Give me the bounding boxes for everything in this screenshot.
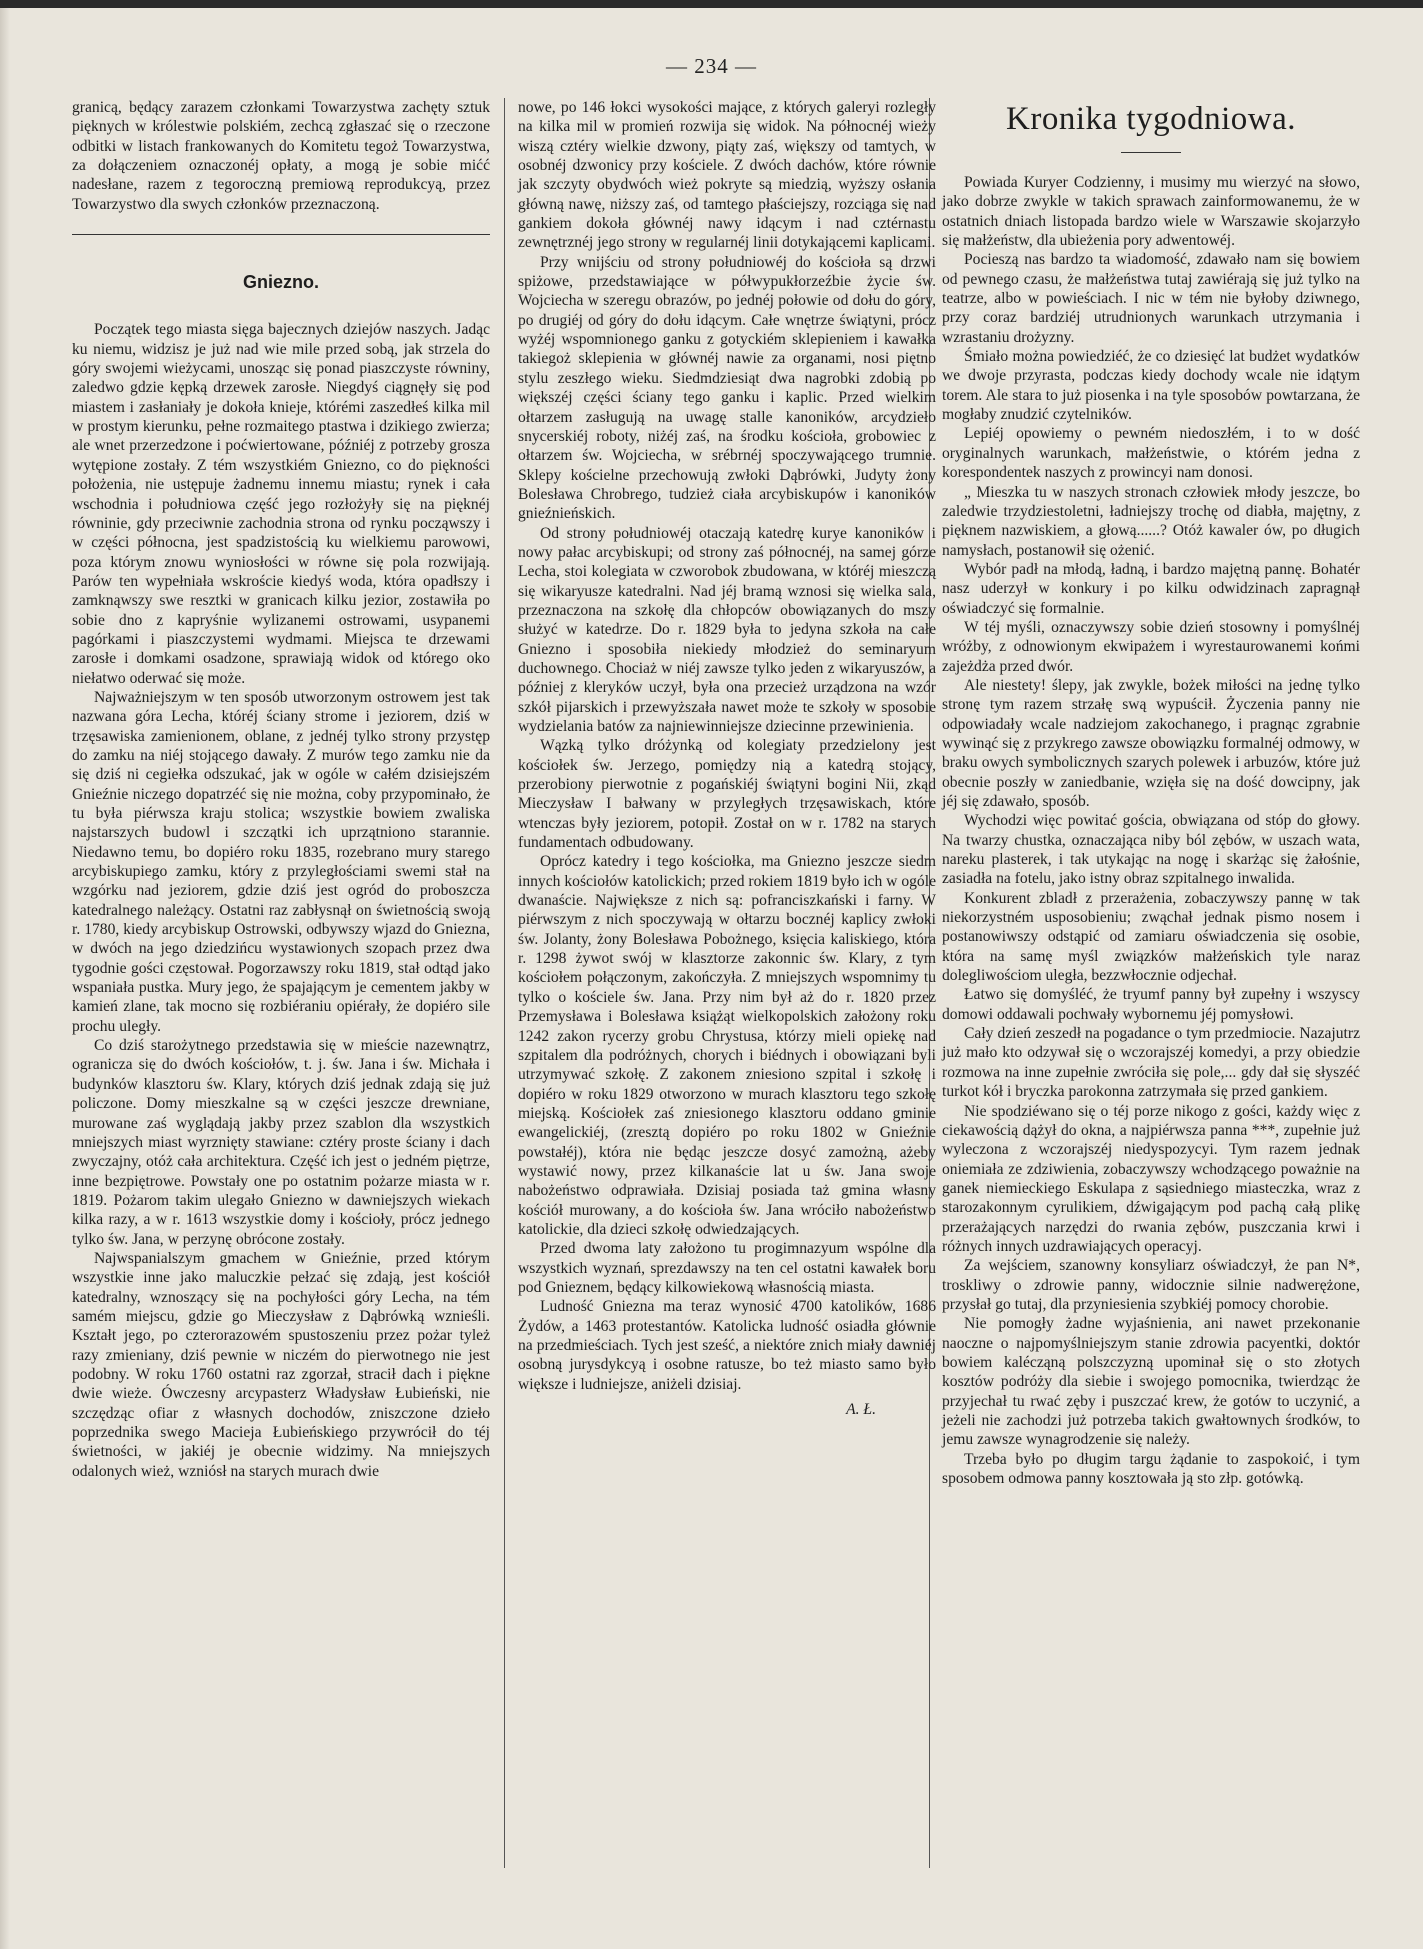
column-divider	[504, 98, 505, 1868]
paragraph: Cały dzień zeszedł na pogadance o tym przedmiocie. Nazajutrz już mało kto odzywał się o wczorajszéj komedyi, a przy obiedzie rozmowa na inne zupełnie zwróciła się pole,... gdy dał się słyszéć turkot kół i bryczka parokonna zatrzymała się przed gankiem.	[942, 1025, 1360, 1101]
paragraph: Przed dwoma laty założono tu progimnazyum wspólne dla wszystkich wyznań, sprezdawszy na ten cel ostatni kawałek boru pod Gnieznem, będący kilkowiekową własnością miasta.	[518, 1240, 936, 1296]
continued-paragraph: nowe, po 146 łokci wysokości mające, z których galeryi rozległy na kilka mil w promień rozwija się widok. Na północnéj wieży wiszą cztéry wielkie dzwony, piąty zaś, większy od tamtych, w osobnéj dzwonicy przy kościele. Z dwóch dachów, które równie jak szczyty obydwóch wież pokryte są miedzią, wyższy osłania główną nawę, niższy zaś, od tamtego płaściejszy, rozciąga się nad gankiem dokoła głównéj nawy idącym i nad cztérnastu zewnętrznéj jego strony w regularnéj linii dotykającemi kaplicami.	[518, 99, 936, 252]
article-heading: Gniezno.	[243, 272, 319, 293]
paragraph: „ Mieszka tu w naszych stronach człowiek młody jeszcze, bo zaledwie trzydziestoletni, ładniejszy trochę od diabła, majętny, z pięknem nazwiskiem, a głową......? Otóż kawaler ów, po długich namysłach, postanowił się ożenić.	[942, 483, 1360, 559]
page-edge	[0, 8, 10, 1949]
paragraph: Za wejściem, szanowny konsyliarz oświadczył, że pan N*, troskliwy o zdrowie panny, widocznie silnie nadwerężone, przysłał go tutaj, dla przyniesienia szybkiéj pomocy chorobie.	[942, 1257, 1360, 1313]
paragraph: Wązką tylko dróżynką od kolegiaty przedzielony jest kościołek św. Jerzego, pomiędzy nią a katedrą stojący, przerobiony pierwotnie z pogańskiéj świątyni bogini Nii, zkąd Mieczysław I bałwany w przyległych trzęsawiskach, które wtenczas były jeziorem, potopił. Został on w r. 1782 na starych fundamentach odbudowany.	[518, 737, 936, 852]
title-rule	[1121, 152, 1181, 153]
paragraph: W téj myśli, oznaczywszy sobie dzień stosowny i pomyślnéj wróżby, z odnowionym ekwipażem i wyrestaurowanemi końmi zajeżdża przed dwór.	[942, 618, 1360, 675]
paragraph: Konkurent zbladł z przerażenia, zobaczywszy pannę w tak niekorzystném usposobieniu; zwąchał jednak pismo nosem i postanowiwszy odstąpić od zamiaru oświadczenia się osobie, która na samę myśl związków małżeńskich tyle naraz dolegliwościom uległa, bezzwłocznie odjechał.	[942, 889, 1360, 985]
paragraph: Co dziś starożytnego przedstawia się w mieście nazewnątrz, ogranicza się do dwóch kościołów, t. j. św. Jana i św. Michała i budynków klasztoru św. Klary, których dziś jednak zdają się już policzone. Domy mieszkalne są w części jeszcze drewniane, murowane zaś wyglądają jakby przez szablon dla wszystkich mniejszych miast wyrznięty stawiane: cztéry proste ściany i dach zwyczajny, otóż cała architektura. Część ich jest o jedném piętrze, inne bezpiętrowe. Powstały one po ostatnim pożarze miasta w r. 1819. Pożarom takim ulegało Gniezno w dawniejszych wiekach kilka razy, a w r. 1613 wszystkie domy i kościoły, prócz jednego tylko św. Jana, w perzynę obrócone zostały.	[72, 1037, 490, 1248]
paragraph: Wybór padł na młodą, ładną, i bardzo majętną pannę. Bohatér nasz uderzył w konkury i po kilku odwidzinach zapragnął oświadczyć się formalnie.	[942, 560, 1360, 617]
paragraph: Łatwo się domyśléć, że tryumf panny był zupełny i wszyscy domowi oddawali pochwały wybornemu jéj pomysłowi.	[942, 986, 1360, 1023]
paragraph: Początek tego miasta sięga bajecznych dziejów naszych. Jadąc ku niemu, widzisz je już nad wie mile przed sobą, jak strzela do góry swojemi wieżycami, unosząc się ponad piaszczyste równiny, zaledwo gdzie kępką drzewek zarosłe. Niegdyś ciągnęły się pod miastem i zasłaniały je dokoła knieje, którémi zaszedłeś kilka mil w prostym kierunku, pełne rozmaitego ptastwa i dzikiego zwierza; ale wnet przerzedzone i poćwiertowane, późniéj z potrzeby grosza wytępione zostały. Z tém wszystkiém Gniezno, co do piękności położenia, nie ustępuje żadnemu innemu miastu; rynek i cała wschodnia i południowa część jego rozłożyły się na pięknéj równinie, gdy przeciwnie zachodnia strona od rynku począwszy i w części północna, jest spadzistością ku wielkiemu parowowi, poza którym znowu wyniosłości w równe się pola rozwijają. Parów ten wypełniała wskroście kiedyś woda, która opadłszy i zamknąwszy swe resztki w granicach kilku jezior, zostawiła po sobie dno z kapryśnie wylizanemi ostrowami, usypanemi pagórkami i piaszczystemi wydmami. Miejsca te drzewami zarosłe i domkami osadzone, sprawiają widok od którego oko niełatwo oderwać się może.	[72, 321, 490, 687]
paragraph: Najważniejszym w ten sposób utworzonym ostrowem jest tak nazwana góra Lecha, któréj ściany strome i jeziorem, dziś w trzęsawiska zamienionem, oblane, z jednéj tylko strony przystęp do zamku na niéj stojącego dawały. Z murów tego zamku nie da się dziś ni cegiełka odszukać, jak w ogóle w całém dzisiejszém Gnieźnie niczego dopatrzéć się nie można, coby przypominało, że tu była piérwsza kraju stolica; wszystkie bowiem zwaliska najstarszych budowl i szczątki ich uprzątniono starannie. Niedawno temu, bo dopiéro roku 1835, rozebrano mury starego arcybiskupiego zamku, który z przyległościami swemi stał na wzgórku nad jeziorem, gdzie dziś jest ogród do proboszcza katedralnego należący. Ostatni raz zabłysnął on świetnością swoją r. 1780, kiedy arcybiskup Ostrowski, odbywszy wjazd do Gniezna, w dwóch na jego dziedzińcu wystawionych szopach przez dwa tygodnie gości częstował. Pogorzawszy roku 1819, stał odtąd jako wspaniała pustka. Mury jego, że spajającym je cementem jakby w kamień zlane, tak mocno się rozbiéraniu opiérały, że dopiéro sile prochu uległy.	[72, 688, 490, 1035]
paragraph: Najwspanialszym gmachem w Gnieźnie, przed którym wszystkie inne jako maluczkie pełzać się zdają, jest kościół katedralny, wznoszący się na pochyłości góry Lecha, na tém samém miejscu, gdzie go Mieczysław z Dąbrówką wznieśli. Kształt jego, po czterorazowém spustoszeniu przez pożar tyleż razy zmieniany, dziś pewnie w niczém do pierwotnego nie jest podobny. W roku 1760 ostatni raz zgorzał, stracił dach i piękne dwie wieże. Ówczesny arcypasterz Władysław Łubieński, nie szczędząc ofiar z własnych dochodów, zniszczone dzieło poprzednika swego Macieja Łubieńskiego przywrócił do téj świetności, w jakiéj je obecnie widzimy. Na mniejszych odalonych wież, wzniósł na starych murach dwie	[72, 1249, 490, 1480]
page-number: — 234 —	[666, 54, 757, 78]
section-rule	[72, 234, 490, 235]
paragraph: Trzeba było po długim targu żądanie to zaspokoić, i tym sposobem odmowa panny kosztowała ją sto złp. gotówką.	[942, 1450, 1360, 1488]
section-title: Kronika tygodniowa.	[1006, 101, 1296, 137]
paragraph: Przy wnijściu od strony południowéj do kościoła są drzwi spiżowe, przedstawiające w półwypukłorzeźbie życie św. Wojciecha w szeregu obrazów, po jednéj połowie od dołu do góry, po drugiéj od góry do dołu idącym. Całe wnętrze świątyni, prócz wyżéj wspomnionego ganku z gotyckiém sklepieniem i kawałka takiegoż sklepienia w głównéj nawie za organami, nosi piętno stylu zeszłego wieku. Siedmdziesiąt dwa nagrobki zdobią po większéj części ściany tego ganku i kaplic. Przed wielkim ołtarzem zasługują na uwagę stalle kanoników, arcydzieło snycerskiéj roboty, niżéj zaś, na środku kościoła, grobowiec z ołtarzem św. Wojciecha, w srébrnéj spoczywającego trumnie. Sklepy kościelne przechowują zwłoki Dąbrówki, Judyty żony Bolesława Chrobrego, tudzież ciała arcybiskupów i kanoników gnieźnieńskich.	[518, 253, 936, 523]
column-3	[942, 98, 1360, 1488]
paragraph: Od strony południowéj otaczają katedrę kurye kanoników i nowy pałac arcybiskupi; od strony zaś północnéj, na samej górze Lecha, stoi kolegiata w czworobok zbudowana, w któréj mieszczą się wikaryusze katedralni. Nad jéj bramą wznosi się wielka sala, przeznaczona na szkołę dla chłopców obowiązanych do mszy służyć w katedrze. Do r. 1829 była to jedyna szkoła na całe Gniezno i sposobiła niekiedy młodzież do seminaryum duchownego. Chociaż w niéj zawsze tylko jeden z wikaryuszów, a później z kleryków uczył, była ona przecież urządzona na wzór szkół pijarskich i przewyższała nawet może te szkoły w sposobie wydzielania batów za najniewinniejsze dziecinne przewinienia.	[518, 524, 936, 735]
paragraph: Nie pomogły żadne wyjaśnienia, ani nawet przekonanie naoczne o najpomyślniejszym stanie zdrowia pacyentki, doktór bowiem kalécząną polszczyzną upominał się o sto złotych kosztów podróży dla siebie i swojego pomocnika, twierdząc że przyjechał tu rwać zęby i puszczać krew, że gotów to uczynić, a jeżeli nie zachodzi już potrzeba takich gwałtownych środków, to jemu zawsze wynagrodzenie się należy.	[942, 1315, 1360, 1449]
column-1	[72, 98, 490, 1481]
paragraph: Pocieszą nas bardzo ta wiadomość, zdawało nam się bowiem od pewnego czasu, że małżeństwa tutaj zawiérają się już tylko na teatrze, albo w powieściach. I nic w tém nie byłoby dziwnego, przy coraz bardziéj utrudnionych warunkach utrzymania i wzrastaniu drożyzny.	[942, 251, 1360, 346]
paragraph: Wychodzi więc powitać gościa, obwiązana od stóp do głowy. Na twarzy chustka, oznaczająca niby ból zębów, w uszach wata, nareku plasterek, i tak utykając na nogę i skarżąc się żałośnie, zasiadła na fotelu, jako istny obraz szpitalnego inwalida.	[942, 812, 1360, 888]
paragraph: Śmiało można powiedziéć, że co dziesięć lat budżet wydatków we dwoje przyrasta, podczas kiedy dochody wcale nie idątym torem. Ale stara to już piosenka i na tyle sposobów powtarzana, że mogłaby znudzić czytelników.	[942, 348, 1360, 424]
newspaper-page	[0, 8, 1423, 1949]
paragraph: Nie spodziéwano się o téj porze nikogo z gości, każdy więc z ciekawością dążył do okna, a najpiérwsza panna ***, zupełnie już wyleczona z wczorajszéj niedyspozycyi. Tym razem jednak oniemiała ze zdziwienia, zobaczywszy wchodzącego poważnie na ganek niemieckiego Eskulapa z sąsiedniego miasteczka, wraz z starozakonnym cyrulikiem, dźwigającym pod pachą całą plikę przerażających narzędzi do rwania zębów, puszczania krwi i różnych innych uzdrawiających operacyj.	[942, 1102, 1360, 1255]
continued-paragraph: granicą, będący zarazem członkami Towarzystwa zachęty sztuk pięknych w królestwie polskiém, zechcą zgłaszać się o rzeczone odbitki w listach frankowanych do Komitetu tegoż Towarzystwa, za dołączeniem oznaczonéj opłaty, a mogą je sobie mićć nadesłane, razem z tegoroczną premiową reprodukcyą, przez Towarzystwo dla swych członków przeznaczoną.	[72, 99, 490, 213]
author-signature: A. Ł.	[846, 1401, 876, 1419]
paragraph: Oprócz katedry i tego kościołka, ma Gniezno jeszcze siedm innych kościołów katolickich; przed rokiem 1819 było ich w ogóle dwanaście. Największe z nich są: pofranciszkański i farny. W piérwszym z nich spoczywają w ołtarzu bocznéj kaplicy zwłoki św. Jolanty, żony Bolesława Pobożnego, księcia kaliskiego, która r. 1298 żywot swój w klasztorze zakonnic św. Klary, z tym kościołem połączonym, zakończyła. Z mniejszych wspomnimy tu tylko o kościele św. Jana. Przy nim był aż do r. 1820 przez Przemysława i Bolesława książąt wielkopolskich założony roku 1242 zakon rycerzy grobu Chrystusa, którzy mieli opiekę nad szpitalem dla podróżnych, chorych i biédnych i obowiązani byli utrzymywać szkołę. Z zakonem zniesiono szpital i szkołę i dopiéro w roku 1829 otworzono w murach klasztoru tego szkołę miejską. Kościołek zaś zniesionego klasztoru oddano gminie ewangelickiéj, (zresztą dopiéro po roku 1802 w Gnieźnie powstałéj), która nie będąc jeszcze dosyć zamożną, ażeby wystawić nowy, przez kilkanaście lat u św. Jana swoje nabożeństwo odprawiała. Dzisiaj posiada taż gmina własny kościół murowany, a do kościoła św. Jana wróciło nabożeństwo katolickie, dla dzieci szkołę odwiedzających.	[518, 853, 936, 1238]
paragraph: Lepiéj opowiemy o pewném niedoszłém, i to w dość oryginalnych warunkach, małżeństwie, o którém jedna z korespondentek naszych z prowincyi nam donosi.	[942, 425, 1360, 482]
paragraph: Powiada Kuryer Codzienny, i musimy mu wierzyć na słowo, jako dobrze zwykle w takich sprawach zainformowanemu, że w ostatnich dniach listopada bardzo wiele w Warszawie skojarzyło się małżeństw, dla ubieżenia pory adwentowéj.	[942, 174, 1360, 250]
column-2	[518, 98, 936, 1419]
paragraph: Ale niestety! ślepy, jak zwykle, bożek miłości na jednę tylko stronę tym razem strzałę swą wypuścił. Życzenia panny nie odpowiadały wcale nadziejom zakochanego, i pragnąc zgrabnie wywinąć się z przykrego zawsze obowiązku formalnéj odmowy, w braku owych symbolicznych szarych polewek i arbuzów, które już obecnie poszły w zaniedbanie, wzięła się na dość dowcipny, jak jéj się zdawało, sposób.	[942, 676, 1360, 810]
paragraph: Ludność Gniezna ma teraz wynosić 4700 katolików, 1686 Żydów, a 1463 protestantów. Katolicka ludność osiadła głównie na przedmieściach. Tych jest sześć, a niektóre znich miały dawniéj osobną jurysdykcyą i osobne ratusze, bo też miasto samo było większe i ludniejsze, aniżeli dzisiaj.	[518, 1298, 936, 1393]
